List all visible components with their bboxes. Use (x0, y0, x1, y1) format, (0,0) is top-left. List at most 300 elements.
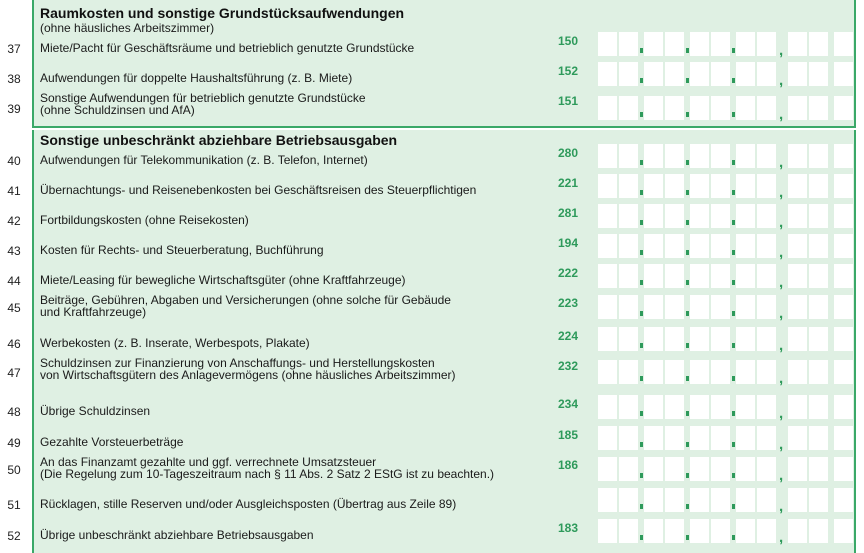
digit-box[interactable] (736, 360, 755, 384)
row-label: Übernachtungs- und Reisenebenkosten bei Geschäftsreisen des Steuerpflichtigen (40, 183, 477, 197)
digit-box[interactable] (757, 234, 776, 258)
thousands-separator-mark (686, 160, 689, 165)
decimal-comma: , (779, 274, 784, 291)
digit-box[interactable] (834, 234, 853, 258)
digit-box[interactable] (665, 174, 684, 198)
digit-box[interactable] (757, 204, 776, 228)
digit-box[interactable] (809, 395, 828, 419)
thousands-separator-mark (686, 535, 689, 540)
digit-box[interactable] (711, 174, 730, 198)
digit-box[interactable] (809, 488, 828, 512)
digit-box[interactable] (644, 62, 663, 86)
line-number: 44 (7, 274, 21, 288)
digit-box[interactable] (711, 264, 730, 288)
thousands-separator-mark (686, 190, 689, 195)
amount-field[interactable] (598, 264, 850, 291)
digit-box[interactable] (711, 144, 730, 168)
digit-box[interactable] (619, 327, 638, 351)
field-code: 222 (557, 266, 579, 280)
digit-box[interactable] (809, 32, 828, 56)
digit-box[interactable] (834, 488, 853, 512)
form-row (0, 202, 864, 230)
field-code: 186 (557, 458, 579, 472)
thousands-separator-mark (640, 112, 643, 117)
row-label-line2: (Die Regelung zum 10-Tageszeitraum nach § 11 Abs. 2 Satz 2 EStG ist zu beachten.) (40, 467, 495, 481)
field-code: 232 (557, 359, 579, 373)
digit-box[interactable] (711, 488, 730, 512)
digit-box[interactable] (736, 96, 755, 120)
digit-box[interactable] (788, 295, 807, 319)
digit-box[interactable] (809, 519, 828, 543)
amount-field[interactable] (598, 360, 850, 387)
digit-box[interactable] (711, 295, 730, 319)
thousands-separator-mark (732, 112, 735, 117)
line-number: 51 (7, 498, 21, 512)
digit-box[interactable] (644, 395, 663, 419)
digit-box[interactable] (598, 327, 617, 351)
decimal-comma: , (779, 214, 784, 231)
digit-box[interactable] (834, 327, 853, 351)
digit-box[interactable] (788, 488, 807, 512)
digit-box[interactable] (736, 234, 755, 258)
decimal-comma: , (779, 529, 784, 546)
thousands-separator-mark (732, 280, 735, 285)
digit-box[interactable] (711, 457, 730, 481)
amount-field[interactable] (598, 144, 850, 171)
digit-box[interactable] (598, 144, 617, 168)
thousands-separator-mark (732, 535, 735, 540)
digit-box[interactable] (644, 457, 663, 481)
digit-box[interactable] (736, 32, 755, 56)
line-number: 39 (7, 102, 21, 116)
digit-box[interactable] (788, 144, 807, 168)
thousands-separator-mark (640, 442, 643, 447)
digit-box[interactable] (757, 144, 776, 168)
field-code: 194 (557, 236, 579, 250)
digit-box[interactable] (690, 395, 709, 419)
digit-box[interactable] (757, 395, 776, 419)
digit-box[interactable] (834, 295, 853, 319)
thousands-separator-mark (732, 343, 735, 348)
digit-box[interactable] (809, 426, 828, 450)
digit-box[interactable] (711, 360, 730, 384)
digit-box[interactable] (788, 174, 807, 198)
digit-box[interactable] (619, 62, 638, 86)
digit-box[interactable] (665, 360, 684, 384)
digit-box[interactable] (619, 426, 638, 450)
line-number: 43 (7, 244, 21, 258)
digit-box[interactable] (690, 295, 709, 319)
digit-box[interactable] (711, 395, 730, 419)
digit-box[interactable] (788, 264, 807, 288)
thousands-separator-mark (640, 535, 643, 540)
digit-box[interactable] (619, 295, 638, 319)
digit-box[interactable] (598, 295, 617, 319)
digit-box[interactable] (834, 96, 853, 120)
digit-box[interactable] (619, 204, 638, 228)
digit-box[interactable] (809, 295, 828, 319)
decimal-comma: , (779, 154, 784, 171)
amount-field[interactable] (598, 295, 850, 322)
digit-box[interactable] (690, 234, 709, 258)
decimal-comma: , (779, 42, 784, 59)
row-label: Miete/Pacht für Geschäftsräume und betrieblich genutzte Grundstücke (40, 41, 415, 55)
digit-box[interactable] (711, 426, 730, 450)
digit-box[interactable] (665, 488, 684, 512)
amount-field[interactable] (598, 96, 850, 123)
digit-box[interactable] (598, 96, 617, 120)
digit-box[interactable] (788, 457, 807, 481)
row-label: Rücklagen, stille Reserven und/oder Ausgleichsposten (Übertrag aus Zeile 89) (40, 497, 457, 511)
digit-box[interactable] (711, 519, 730, 543)
line-number: 46 (7, 337, 21, 351)
digit-box[interactable] (619, 264, 638, 288)
digit-box[interactable] (757, 62, 776, 86)
line-number: 45 (7, 301, 21, 315)
digit-box[interactable] (690, 327, 709, 351)
digit-box[interactable] (788, 62, 807, 86)
thousands-separator-mark (732, 473, 735, 478)
digit-box[interactable] (665, 519, 684, 543)
field-code: 151 (557, 94, 579, 108)
decimal-comma: , (779, 436, 784, 453)
digit-box[interactable] (788, 519, 807, 543)
digit-box[interactable] (788, 96, 807, 120)
thousands-separator-mark (640, 376, 643, 381)
digit-box[interactable] (834, 144, 853, 168)
digit-box[interactable] (757, 488, 776, 512)
row-label: Übrige Schuldzinsen (40, 404, 151, 418)
digit-box[interactable] (736, 264, 755, 288)
field-code: 281 (557, 206, 579, 220)
digit-box[interactable] (644, 96, 663, 120)
digit-box[interactable] (598, 360, 617, 384)
digit-box[interactable] (736, 204, 755, 228)
digit-box[interactable] (757, 519, 776, 543)
digit-box[interactable] (598, 395, 617, 419)
field-code: 221 (557, 176, 579, 190)
form-row (0, 172, 864, 200)
digit-box[interactable] (736, 327, 755, 351)
digit-box[interactable] (598, 426, 617, 450)
digit-box[interactable] (809, 234, 828, 258)
digit-box[interactable] (809, 204, 828, 228)
form-row (0, 30, 864, 58)
digit-box[interactable] (690, 488, 709, 512)
line-number: 40 (7, 154, 21, 168)
form-row (0, 355, 864, 389)
digit-box[interactable] (788, 32, 807, 56)
thousands-separator-mark (732, 48, 735, 53)
thousands-separator-mark (640, 411, 643, 416)
thousands-separator-mark (686, 376, 689, 381)
digit-box[interactable] (619, 174, 638, 198)
digit-box[interactable] (736, 426, 755, 450)
digit-box[interactable] (834, 360, 853, 384)
field-code: 223 (557, 296, 579, 310)
line-number: 47 (7, 366, 21, 380)
digit-box[interactable] (736, 295, 755, 319)
row-label: Schuldzinsen zur Finanzierung von Anschaffungs- und Herstellungskosten (40, 356, 435, 370)
digit-box[interactable] (809, 96, 828, 120)
digit-box[interactable] (834, 457, 853, 481)
thousands-separator-mark (732, 504, 735, 509)
thousands-separator-mark (640, 160, 643, 165)
digit-box[interactable] (711, 204, 730, 228)
thousands-separator-mark (640, 48, 643, 53)
digit-box[interactable] (644, 144, 663, 168)
row-label: Aufwendungen für Telekommunikation (z. B. Telefon, Internet) (40, 153, 368, 167)
digit-box[interactable] (757, 327, 776, 351)
digit-box[interactable] (644, 426, 663, 450)
digit-box[interactable] (809, 327, 828, 351)
decimal-comma: , (779, 337, 784, 354)
thousands-separator-mark (686, 220, 689, 225)
digit-box[interactable] (757, 174, 776, 198)
digit-box[interactable] (690, 360, 709, 384)
digit-box[interactable] (644, 519, 663, 543)
thousands-separator-mark (640, 280, 643, 285)
digit-box[interactable] (809, 62, 828, 86)
digit-box[interactable] (644, 295, 663, 319)
amount-field[interactable] (598, 174, 850, 201)
digit-box[interactable] (619, 360, 638, 384)
thousands-separator-mark (686, 78, 689, 83)
thousands-separator-mark (732, 442, 735, 447)
digit-box[interactable] (834, 426, 853, 450)
thousands-separator-mark (640, 343, 643, 348)
digit-box[interactable] (598, 234, 617, 258)
form-row (0, 486, 864, 514)
digit-box[interactable] (788, 204, 807, 228)
thousands-separator-mark (686, 473, 689, 478)
line-number: 52 (7, 529, 21, 543)
digit-box[interactable] (598, 32, 617, 56)
digit-box[interactable] (619, 96, 638, 120)
digit-box[interactable] (690, 144, 709, 168)
digit-box[interactable] (644, 32, 663, 56)
digit-box[interactable] (644, 327, 663, 351)
amount-field[interactable] (598, 395, 850, 422)
field-code: 150 (557, 34, 579, 48)
digit-box[interactable] (757, 96, 776, 120)
digit-box[interactable] (598, 62, 617, 86)
row-label: Aufwendungen für doppelte Haushaltsführung (z. B. Miete) (40, 71, 353, 85)
section-title: Raumkosten und sonstige Grundstücksaufwendungen (40, 5, 405, 21)
form-row (0, 292, 864, 322)
digit-box[interactable] (711, 327, 730, 351)
digit-box[interactable] (809, 457, 828, 481)
thousands-separator-mark (686, 343, 689, 348)
digit-box[interactable] (690, 62, 709, 86)
field-code: 183 (557, 521, 579, 535)
digit-box[interactable] (644, 488, 663, 512)
digit-box[interactable] (809, 264, 828, 288)
digit-box[interactable] (619, 234, 638, 258)
form-row (0, 517, 864, 545)
thousands-separator-mark (686, 442, 689, 447)
section-subtitle: (ohne häusliches Arbeitszimmer) (40, 21, 215, 35)
digit-box[interactable] (690, 264, 709, 288)
thousands-separator-mark (732, 311, 735, 316)
digit-box[interactable] (834, 174, 853, 198)
decimal-comma: , (779, 405, 784, 422)
decimal-comma: , (779, 498, 784, 515)
amount-field[interactable] (598, 519, 850, 546)
line-number: 42 (7, 214, 21, 228)
digit-box[interactable] (690, 32, 709, 56)
digit-box[interactable] (619, 32, 638, 56)
digit-box[interactable] (834, 519, 853, 543)
digit-box[interactable] (788, 234, 807, 258)
digit-box[interactable] (598, 204, 617, 228)
form-row (0, 90, 864, 126)
line-number: 38 (7, 72, 21, 86)
digit-box[interactable] (644, 264, 663, 288)
thousands-separator-mark (732, 220, 735, 225)
digit-box[interactable] (809, 144, 828, 168)
decimal-comma: , (779, 244, 784, 261)
digit-box[interactable] (665, 264, 684, 288)
digit-box[interactable] (665, 295, 684, 319)
digit-box[interactable] (665, 96, 684, 120)
row-label: Kosten für Rechts- und Steuerberatung, Buchführung (40, 243, 324, 257)
row-label: Sonstige Aufwendungen für betrieblich genutzte Grundstücke (40, 91, 366, 105)
digit-box[interactable] (619, 144, 638, 168)
amount-field[interactable] (598, 62, 850, 89)
amount-field[interactable] (598, 234, 850, 261)
digit-box[interactable] (644, 234, 663, 258)
amount-field[interactable] (598, 426, 850, 453)
digit-box[interactable] (665, 234, 684, 258)
digit-box[interactable] (711, 62, 730, 86)
digit-box[interactable] (711, 96, 730, 120)
digit-box[interactable] (598, 264, 617, 288)
digit-box[interactable] (736, 174, 755, 198)
amount-field[interactable] (598, 32, 850, 59)
digit-box[interactable] (757, 360, 776, 384)
digit-box[interactable] (690, 426, 709, 450)
digit-box[interactable] (834, 395, 853, 419)
row-label-line2: von Wirtschaftsgütern des Anlagevermögens (ohne häusliches Arbeitszimmer) (40, 368, 456, 382)
digit-box[interactable] (809, 174, 828, 198)
form-row (0, 60, 864, 88)
digit-box[interactable] (619, 395, 638, 419)
amount-field[interactable] (598, 204, 850, 231)
digit-box[interactable] (788, 426, 807, 450)
digit-box[interactable] (757, 264, 776, 288)
digit-box[interactable] (757, 426, 776, 450)
digit-box[interactable] (736, 395, 755, 419)
amount-field[interactable] (598, 327, 850, 354)
thousands-separator-mark (640, 473, 643, 478)
section-title: Sonstige unbeschränkt abziehbare Betriebsausgaben (40, 132, 398, 148)
digit-box[interactable] (665, 426, 684, 450)
digit-box[interactable] (598, 488, 617, 512)
digit-box[interactable] (834, 264, 853, 288)
row-label: Gezahlte Vorsteuerbeträge (40, 435, 184, 449)
digit-box[interactable] (690, 457, 709, 481)
digit-box[interactable] (711, 32, 730, 56)
digit-box[interactable] (757, 457, 776, 481)
digit-box[interactable] (665, 144, 684, 168)
line-number: 37 (7, 42, 21, 56)
digit-box[interactable] (834, 204, 853, 228)
thousands-separator-mark (686, 280, 689, 285)
digit-box[interactable] (788, 327, 807, 351)
thousands-separator-mark (732, 78, 735, 83)
digit-box[interactable] (598, 457, 617, 481)
digit-box[interactable] (711, 234, 730, 258)
digit-box[interactable] (690, 96, 709, 120)
form-row (0, 454, 864, 484)
field-code: 185 (557, 428, 579, 442)
digit-box[interactable] (690, 519, 709, 543)
digit-box[interactable] (644, 174, 663, 198)
thousands-separator-mark (732, 250, 735, 255)
digit-box[interactable] (665, 327, 684, 351)
digit-box[interactable] (834, 32, 853, 56)
thousands-separator-mark (640, 190, 643, 195)
digit-box[interactable] (665, 395, 684, 419)
digit-box[interactable] (757, 295, 776, 319)
digit-box[interactable] (665, 204, 684, 228)
digit-box[interactable] (619, 519, 638, 543)
form-row (0, 393, 864, 421)
digit-box[interactable] (834, 62, 853, 86)
digit-box[interactable] (809, 360, 828, 384)
digit-box[interactable] (757, 32, 776, 56)
digit-box[interactable] (690, 204, 709, 228)
digit-box[interactable] (619, 488, 638, 512)
thousands-separator-mark (732, 411, 735, 416)
digit-box[interactable] (665, 62, 684, 86)
digit-box[interactable] (665, 32, 684, 56)
digit-box[interactable] (665, 457, 684, 481)
amount-field[interactable] (598, 488, 850, 515)
thousands-separator-mark (686, 250, 689, 255)
form-row (0, 424, 864, 452)
amount-field[interactable] (598, 457, 850, 484)
digit-box[interactable] (598, 519, 617, 543)
digit-box[interactable] (736, 457, 755, 481)
thousands-separator-mark (732, 160, 735, 165)
form-row (0, 232, 864, 260)
digit-box[interactable] (644, 360, 663, 384)
form-row (0, 142, 864, 170)
digit-box[interactable] (788, 395, 807, 419)
thousands-separator-mark (686, 504, 689, 509)
thousands-separator-mark (686, 411, 689, 416)
decimal-comma: , (779, 72, 784, 89)
thousands-separator-mark (640, 504, 643, 509)
row-label: Werbekosten (z. B. Inserate, Werbespots, Plakate) (40, 336, 310, 350)
line-number: 41 (7, 184, 21, 198)
digit-box[interactable] (736, 144, 755, 168)
row-label: An das Finanzamt gezahlte und ggf. verrechnete Umsatzsteuer (40, 455, 377, 469)
thousands-separator-mark (640, 220, 643, 225)
digit-box[interactable] (736, 62, 755, 86)
field-code: 280 (557, 146, 579, 160)
digit-box[interactable] (788, 360, 807, 384)
digit-box[interactable] (690, 174, 709, 198)
digit-box[interactable] (619, 457, 638, 481)
line-number: 49 (7, 436, 21, 450)
digit-box[interactable] (644, 204, 663, 228)
digit-box[interactable] (598, 174, 617, 198)
digit-box[interactable] (736, 488, 755, 512)
digit-box[interactable] (736, 519, 755, 543)
